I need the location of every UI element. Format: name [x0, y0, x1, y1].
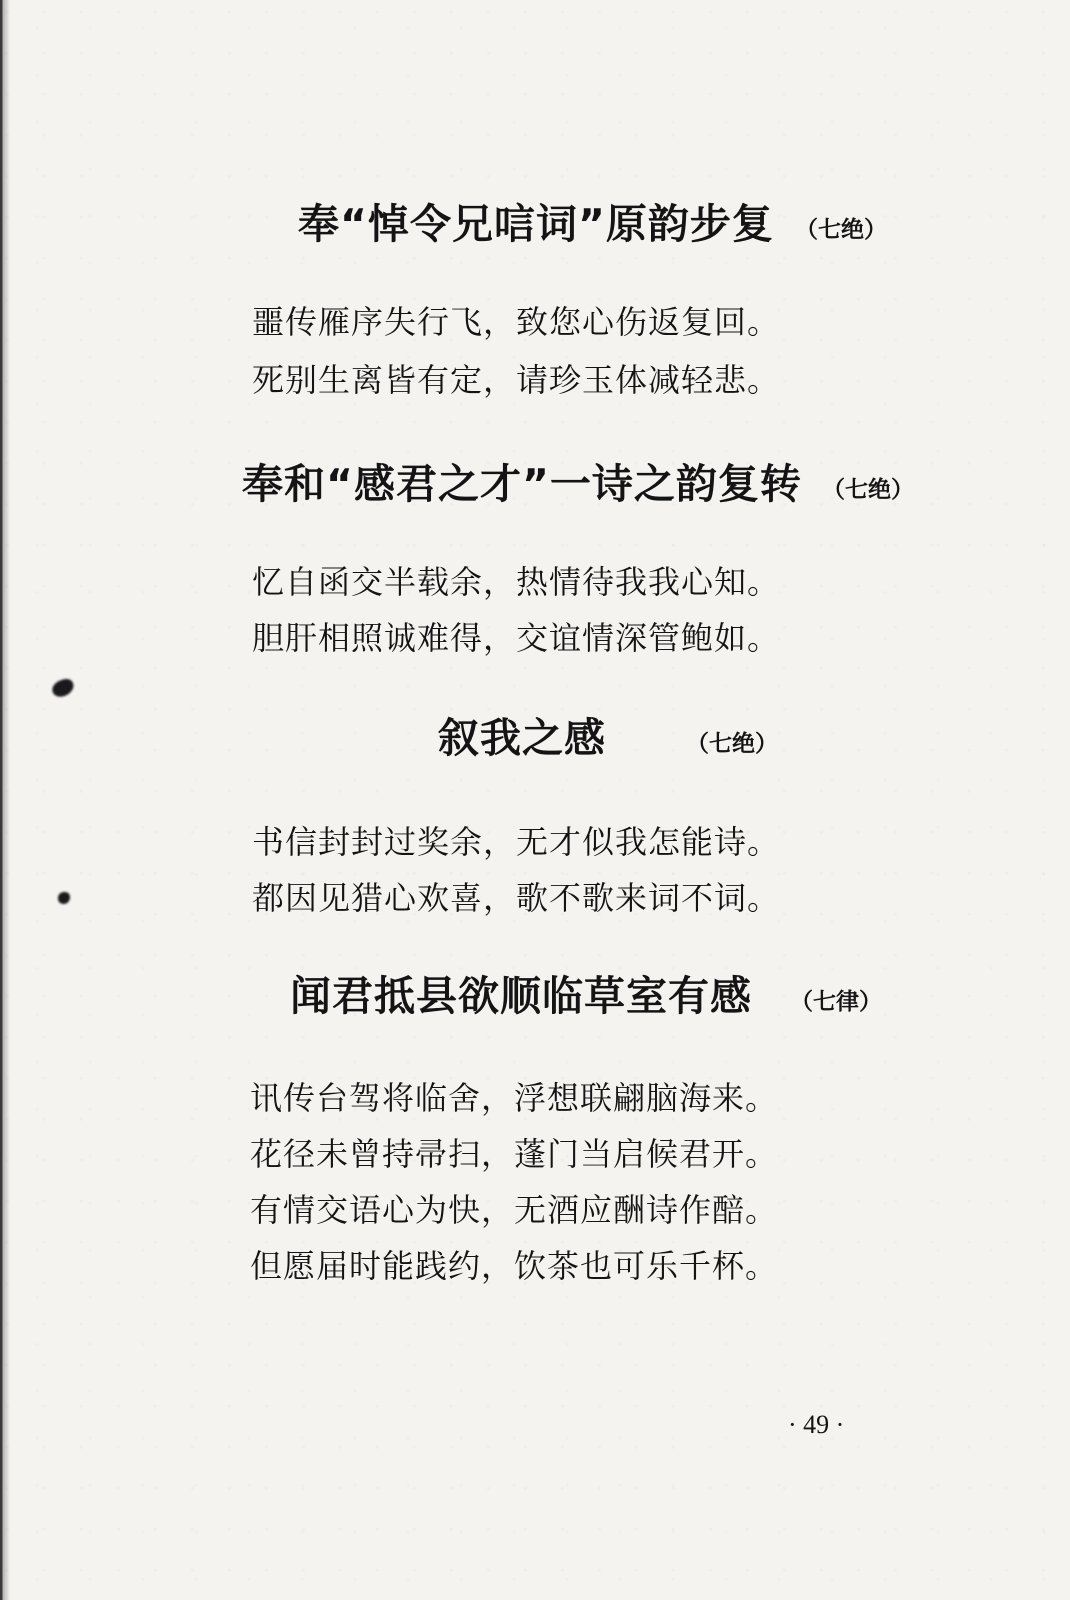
poem-line: 忆自函交半载余，热情待我我心知。 — [252, 563, 781, 601]
poem-title: 奉“悼令兄唁词”原韵步复 — [298, 200, 774, 248]
poem-line: 死别生离皆有定，请珍玉体减轻悲。 — [252, 361, 781, 399]
poem-line: 书信封封过奖余，无才似我怎能诗。 — [252, 823, 781, 861]
poem-form-label: （七绝） — [795, 216, 887, 243]
poem-line: 胆肝相照诚难得，交谊情深管鲍如。 — [252, 619, 781, 657]
poem-title: 闻君抵县欲顺临草室有感 — [290, 972, 752, 1020]
ink-smudge — [50, 677, 76, 700]
poem-line: 但愿届时能践约，饮茶也可乐千杯。 — [250, 1247, 779, 1285]
poem-line: 花径未曾持帚扫，蓬门当启候君开。 — [250, 1135, 779, 1173]
poem-form-label: （七律） — [790, 988, 882, 1015]
poem-line: 噩传雁序失行飞，致您心伤返复回。 — [252, 303, 781, 341]
poem-title: 叙我之感 — [438, 714, 606, 762]
page-number: · 49 · — [788, 1410, 845, 1439]
poem-form-label: （七绝） — [686, 730, 778, 757]
poem-line: 都因见猎心欢喜，歌不歌来词不词。 — [252, 879, 781, 917]
poem-line: 有情交语心为快，无酒应酬诗作醅。 — [250, 1191, 779, 1229]
poem-line: 讯传台驾将临舍，浮想联翩脑海来。 — [250, 1079, 779, 1117]
page-binding-edge — [0, 0, 10, 1600]
ink-smudge — [58, 892, 70, 904]
poem-title: 奉和“感君之才”一诗之韵复转 — [242, 460, 802, 508]
poem-form-label: （七绝） — [822, 476, 914, 503]
